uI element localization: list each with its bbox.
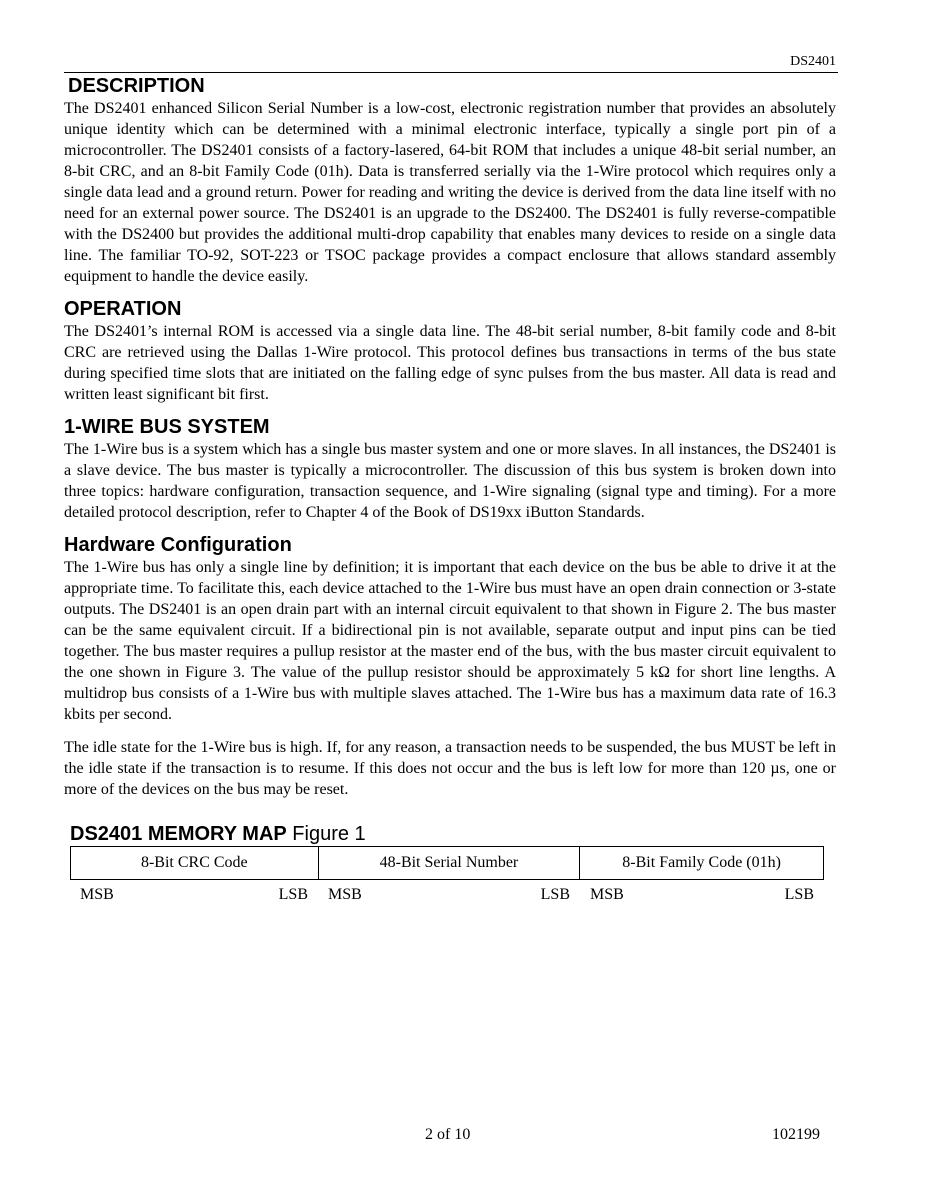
document-revision: 102199: [772, 1126, 820, 1143]
memory-map-figure-label: Figure 1: [292, 823, 366, 845]
section-title-1wire-bus: 1-WIRE BUS SYSTEM: [64, 416, 270, 438]
crc-msb-label: MSB: [80, 886, 114, 903]
memory-field-serial: 48-Bit Serial Number: [318, 847, 580, 880]
memory-field-crc: 8-Bit CRC Code: [71, 847, 319, 880]
hardware-paragraph-2: The idle state for the 1-Wire bus is high. If, for any reason, a transaction needs to be suspended, the bus MUST be left in the idle state if the transaction is to resume. If this does not occur and the bus is left low for more than 120 µs, one or more of the devices on the bus may be reset.: [64, 739, 836, 798]
serial-msb-label: MSB: [328, 886, 362, 903]
section-title-description: DESCRIPTION: [68, 75, 205, 97]
section-title-operation: OPERATION: [64, 298, 182, 320]
crc-lsb-label: LSB: [278, 886, 308, 903]
header-rule: [64, 72, 838, 73]
family-lsb-label: LSB: [784, 886, 814, 903]
operation-paragraph: The DS2401’s internal ROM is accessed via a single data line. The 48-bit serial number, 8-bit family code and 8-bit CRC are retrieved using the Dallas 1-Wire protocol. This protocol defines bus transactions in terms of the bus state during specified time slots that are initiated on the falling edge of sync pulses from the bus master. All data is read and written least significant bit first.: [64, 323, 836, 403]
bus-system-paragraph: The 1-Wire bus is a system which has a single bus master system and one or more slaves. In all instances, the DS2401 is a slave device. The bus master is typically a microcontroller. The discussion of this bus system is broken down into three topics: hardware configuration, transaction sequence, and 1-Wire signaling (signal type and timing). For a more detailed protocol description, refer to Chapter 4 of the Book of DS19xx iButton Standards.: [64, 441, 836, 521]
serial-lsb-label: LSB: [540, 886, 570, 903]
memory-map-table: [70, 846, 824, 880]
section-title-hardware-config: Hardware Configuration: [64, 534, 292, 556]
hardware-paragraph-1: The 1-Wire bus has only a single line by definition; it is important that each device on the bus be able to drive it at the appropriate time. To facilitate this, each device attached to the 1-Wire bus must have an open drain connection or 3-state outputs. The DS2401 is an open drain part with an internal circuit equivalent to that shown in Figure 2. The bus master can be the same equivalent circuit. If a bidirectional pin is not available, separate output and input pins can be tied together. The bus master requires a pullup resistor at the master end of the bus, with the bus master circuit equivalent to the one shown in Figure 3. The value of the pullup resistor should be approximately 5 kΩ for short line lengths. A multidrop bus consists of a 1-Wire bus with multiple slaves attached. The 1-Wire bus has a maximum data rate of 16.3 kbits per second.: [64, 559, 836, 723]
family-msb-label: MSB: [590, 886, 624, 903]
memory-field-family: 8-Bit Family Code (01h): [580, 847, 824, 880]
page-number: 2 of 10: [425, 1126, 471, 1143]
doc-code: DS2401: [790, 54, 836, 69]
page-content: [64, 74, 836, 904]
memory-map-bit-labels: [70, 886, 824, 904]
description-paragraph: The DS2401 enhanced Silicon Serial Number is a low-cost, electronic registration number that provides an absolutely unique identity which can be determined with a minimal electronic interface, typically a single port pin of a microcontroller. The DS2401 consists of a factory-lasered, 64-bit ROM that includes a unique 48-bit serial number, an 8-bit CRC, and an 8-bit Family Code (01h). Data is transferred serially via the 1-Wire protocol which requires only a single data lead and a ground return. Power for reading and writing the device is derived from the data line itself with no need for an external power source. The DS2401 is an upgrade to the DS2400. The DS2401 is fully reverse-compatible with the DS2400 but provides the additional multi-drop capability that enables many devices to reside on a single data line. The familiar TO-92, SOT-223 or TSOC package provides a compact enclosure that allows standard assembly equipment to handle the device easily.: [64, 100, 836, 285]
memory-map-title-bold: DS2401 MEMORY MAP: [70, 823, 287, 845]
memory-map-title: [70, 822, 836, 846]
